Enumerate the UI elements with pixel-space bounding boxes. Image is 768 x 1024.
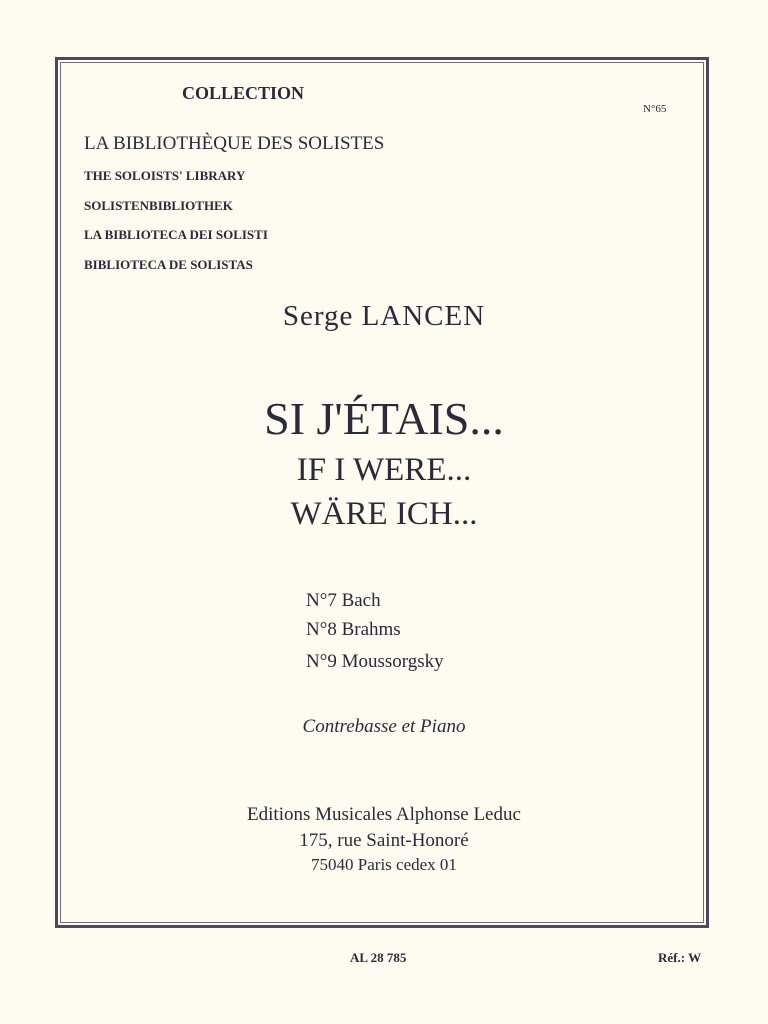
catalog-number: AL 28 785 xyxy=(350,950,407,965)
cover-border-inner xyxy=(60,62,704,923)
publisher-city: 75040 Paris cedex 01 xyxy=(311,855,457,874)
collection-number: N°65 xyxy=(643,103,667,115)
piece-item: N°8 Brahms xyxy=(306,619,401,640)
collection-name-es: BIBLIOTECA DE SOLISTAS xyxy=(84,257,253,272)
collection-name-it: LA BIBLIOTECA DEI SOLISTI xyxy=(84,227,268,242)
author: Serge LANCEN xyxy=(282,300,486,332)
publisher-address: 175, rue Saint-Honoré xyxy=(299,830,469,851)
collection-label: COLLECTION xyxy=(182,83,305,103)
piece-item: N°9 Moussorgsky xyxy=(306,651,444,672)
reference: Réf.: W xyxy=(658,950,702,965)
instrumentation: Contrebasse et Piano xyxy=(302,716,466,737)
title-fr: SI J'ÉTAIS... xyxy=(264,393,504,444)
collection-name-en: THE SOLOISTS' LIBRARY xyxy=(84,168,246,183)
publisher-name: Editions Musicales Alphonse Leduc xyxy=(247,804,521,825)
piece-item: N°7 Bach xyxy=(306,590,381,611)
title-en: IF I WERE... xyxy=(296,452,472,488)
collection-name-de: SOLISTENBIBLIOTHEK xyxy=(84,198,233,213)
title-de: WÄRE ICH... xyxy=(290,496,478,532)
collection-name-fr: LA BIBLIOTHÈQUE DES SOLISTES xyxy=(84,133,385,154)
